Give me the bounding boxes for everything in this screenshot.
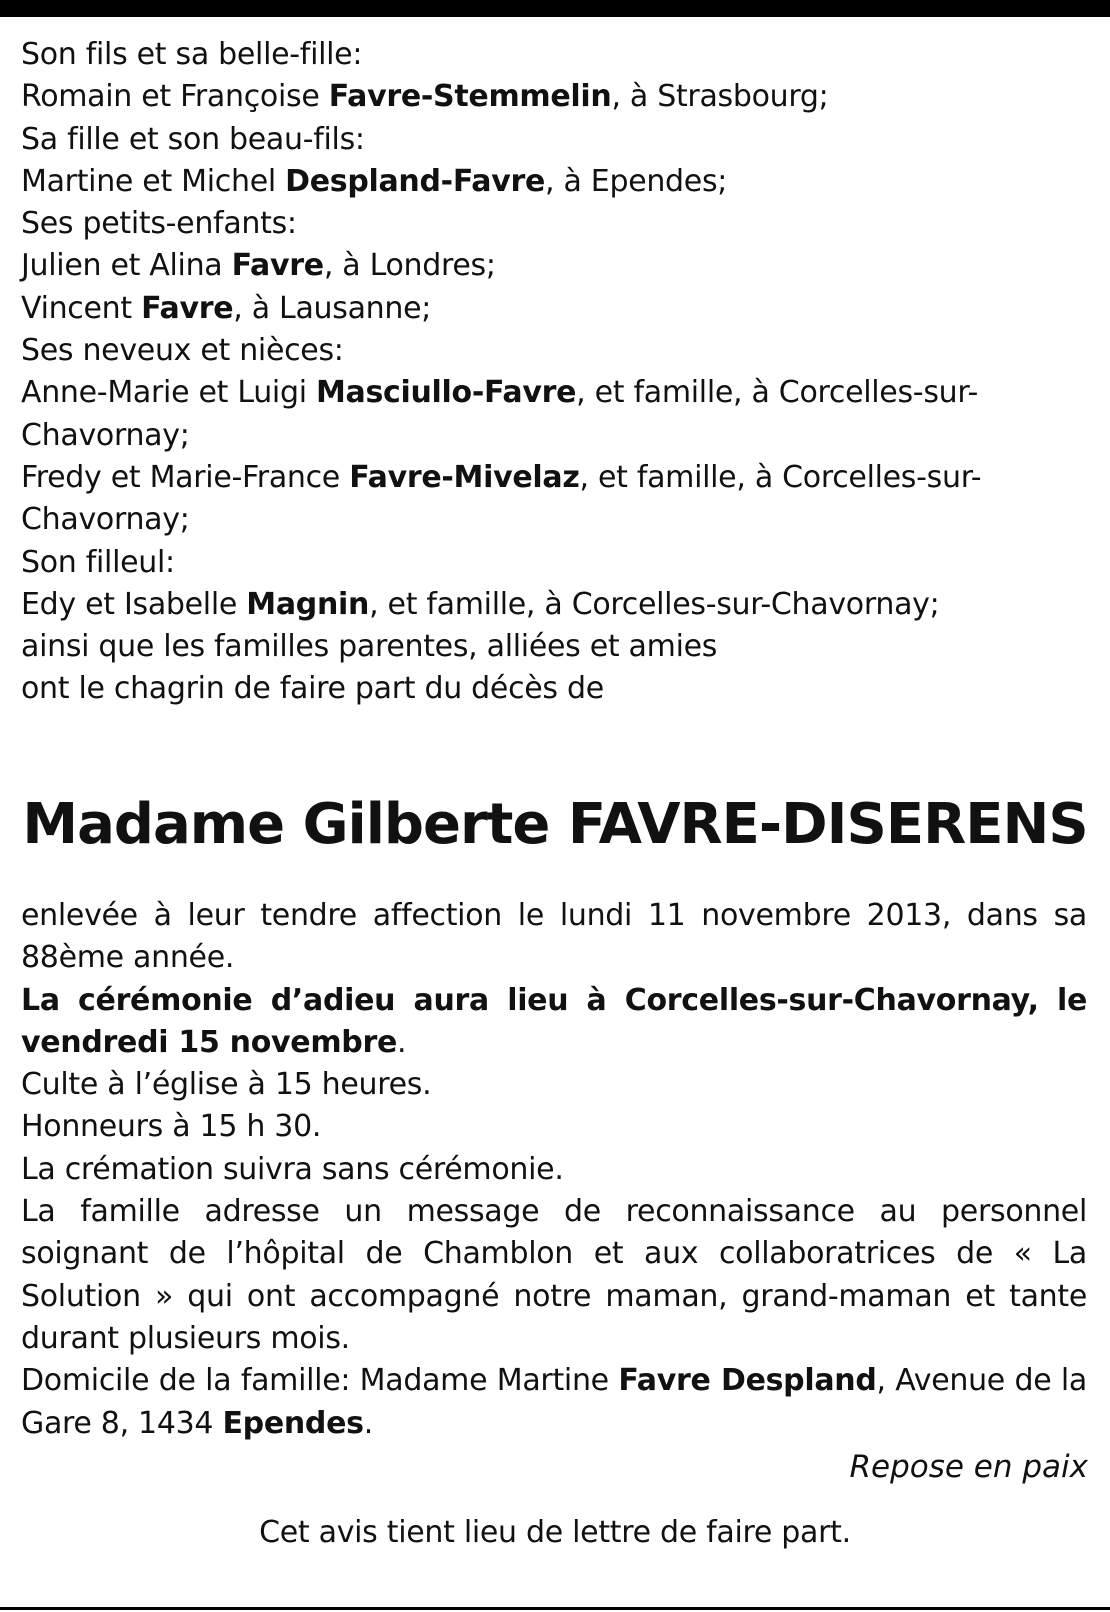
domicile-name: Favre Despland: [618, 1363, 877, 1399]
location: Chavornay;: [21, 417, 190, 453]
domicile-address: , Avenue de la Gare 8, 1434: [21, 1363, 1088, 1441]
cremation-line: La crémation suivra sans cérémonie.: [21, 1151, 564, 1187]
relatives-text: ainsi que les familles parentes, alliées et amies: [21, 629, 718, 665]
family-line: [21, 288, 1091, 330]
location: , à Londres;: [323, 248, 496, 284]
announcement-body: [21, 895, 1087, 1445]
domicile-paragraph: [21, 1360, 1087, 1445]
closing-phrase: Repose en paix: [849, 1449, 1088, 1485]
relation-heading: Ses neveux et nièces:: [21, 333, 344, 369]
location: , à Strasbourg;: [611, 79, 829, 115]
family-line: [21, 119, 1091, 161]
ceremony-period: .: [397, 1024, 407, 1060]
bottom-rule: [0, 1607, 1110, 1610]
domicile-town: Ependes: [222, 1405, 364, 1441]
top-rule: [0, 0, 1110, 17]
family-line: [21, 330, 1091, 372]
family-line: [21, 372, 1091, 414]
first-names: Fredy et Marie-France: [21, 459, 350, 495]
location: , à Ependes;: [545, 163, 728, 199]
death-paragraph: enlevée à leur tendre affection le lundi 11 novembre 2013, dans sa 88ème année.: [21, 898, 1087, 976]
first-names: Martine et Michel: [21, 163, 286, 199]
location: Chavornay;: [21, 502, 190, 538]
domicile-label: Domicile de la famille: Madame Martine: [21, 1363, 619, 1399]
family-line: [21, 584, 1091, 626]
first-names: Anne-Marie et Luigi: [21, 375, 316, 411]
family-line: [21, 203, 1091, 245]
first-names: Edy et Isabelle: [21, 586, 247, 622]
announcement-text: ont le chagrin de faire part du décès de: [21, 671, 604, 707]
family-line: [21, 34, 1091, 76]
ceremony-paragraph: [21, 980, 1087, 1065]
thanks-paragraph: La famille adresse un message de reconnaissance au personnel soignant de l’hôpital de Chamblon et aux collaboratrices de « La Solution » qui ont accompagné notre maman, grand-maman et tante durant plusieurs mois.: [21, 1194, 1087, 1356]
family-line: [21, 668, 1091, 710]
family-list: [21, 34, 1091, 711]
notice-line: Cet avis tient lieu de lettre de faire part.: [259, 1515, 851, 1550]
first-names: Vincent: [21, 290, 142, 326]
surname: Magnin: [246, 586, 370, 622]
family-line: [21, 499, 1091, 541]
family-line: [21, 415, 1091, 457]
domicile-period: .: [363, 1405, 373, 1441]
surname: Favre-Stemmelin: [328, 79, 612, 115]
deceased-name: Madame Gilberte FAVRE-DISERENS: [22, 792, 1088, 857]
family-line: [21, 457, 1091, 499]
surname: Despland-Favre: [285, 163, 545, 199]
relation-heading: Ses petits-enfants:: [21, 206, 297, 242]
family-line: [21, 626, 1091, 668]
location: , et famille, à Corcelles-sur-: [579, 459, 982, 495]
first-names: Julien et Alina: [21, 248, 232, 284]
relation-heading: Son fils et sa belle-fille:: [21, 37, 363, 72]
surname: Favre: [141, 290, 234, 326]
relation-heading: Son filleul:: [21, 544, 175, 580]
location: , à Lausanne;: [233, 290, 432, 326]
location: , et famille, à Corcelles-sur-: [576, 375, 979, 411]
culte-line: Culte à l’église à 15 heures.: [21, 1067, 432, 1103]
ceremony-text: La cérémonie d’adieu aura lieu à Corcelles-sur-Chavornay, le vendredi 15 novembre: [21, 982, 1087, 1060]
first-names: Romain et Françoise: [21, 79, 329, 115]
honneurs-line: Honneurs à 15 h 30.: [21, 1109, 322, 1145]
family-line: [21, 245, 1091, 287]
surname: Favre: [231, 248, 324, 284]
family-line: [21, 76, 1091, 118]
surname: Favre-Mivelaz: [349, 459, 580, 495]
family-line: [21, 542, 1091, 584]
family-line: [21, 161, 1091, 203]
surname: Masciullo-Favre: [315, 375, 577, 411]
relation-heading: Sa fille et son beau-fils:: [21, 121, 365, 157]
location: , et famille, à Corcelles-sur-Chavornay;: [369, 586, 940, 622]
